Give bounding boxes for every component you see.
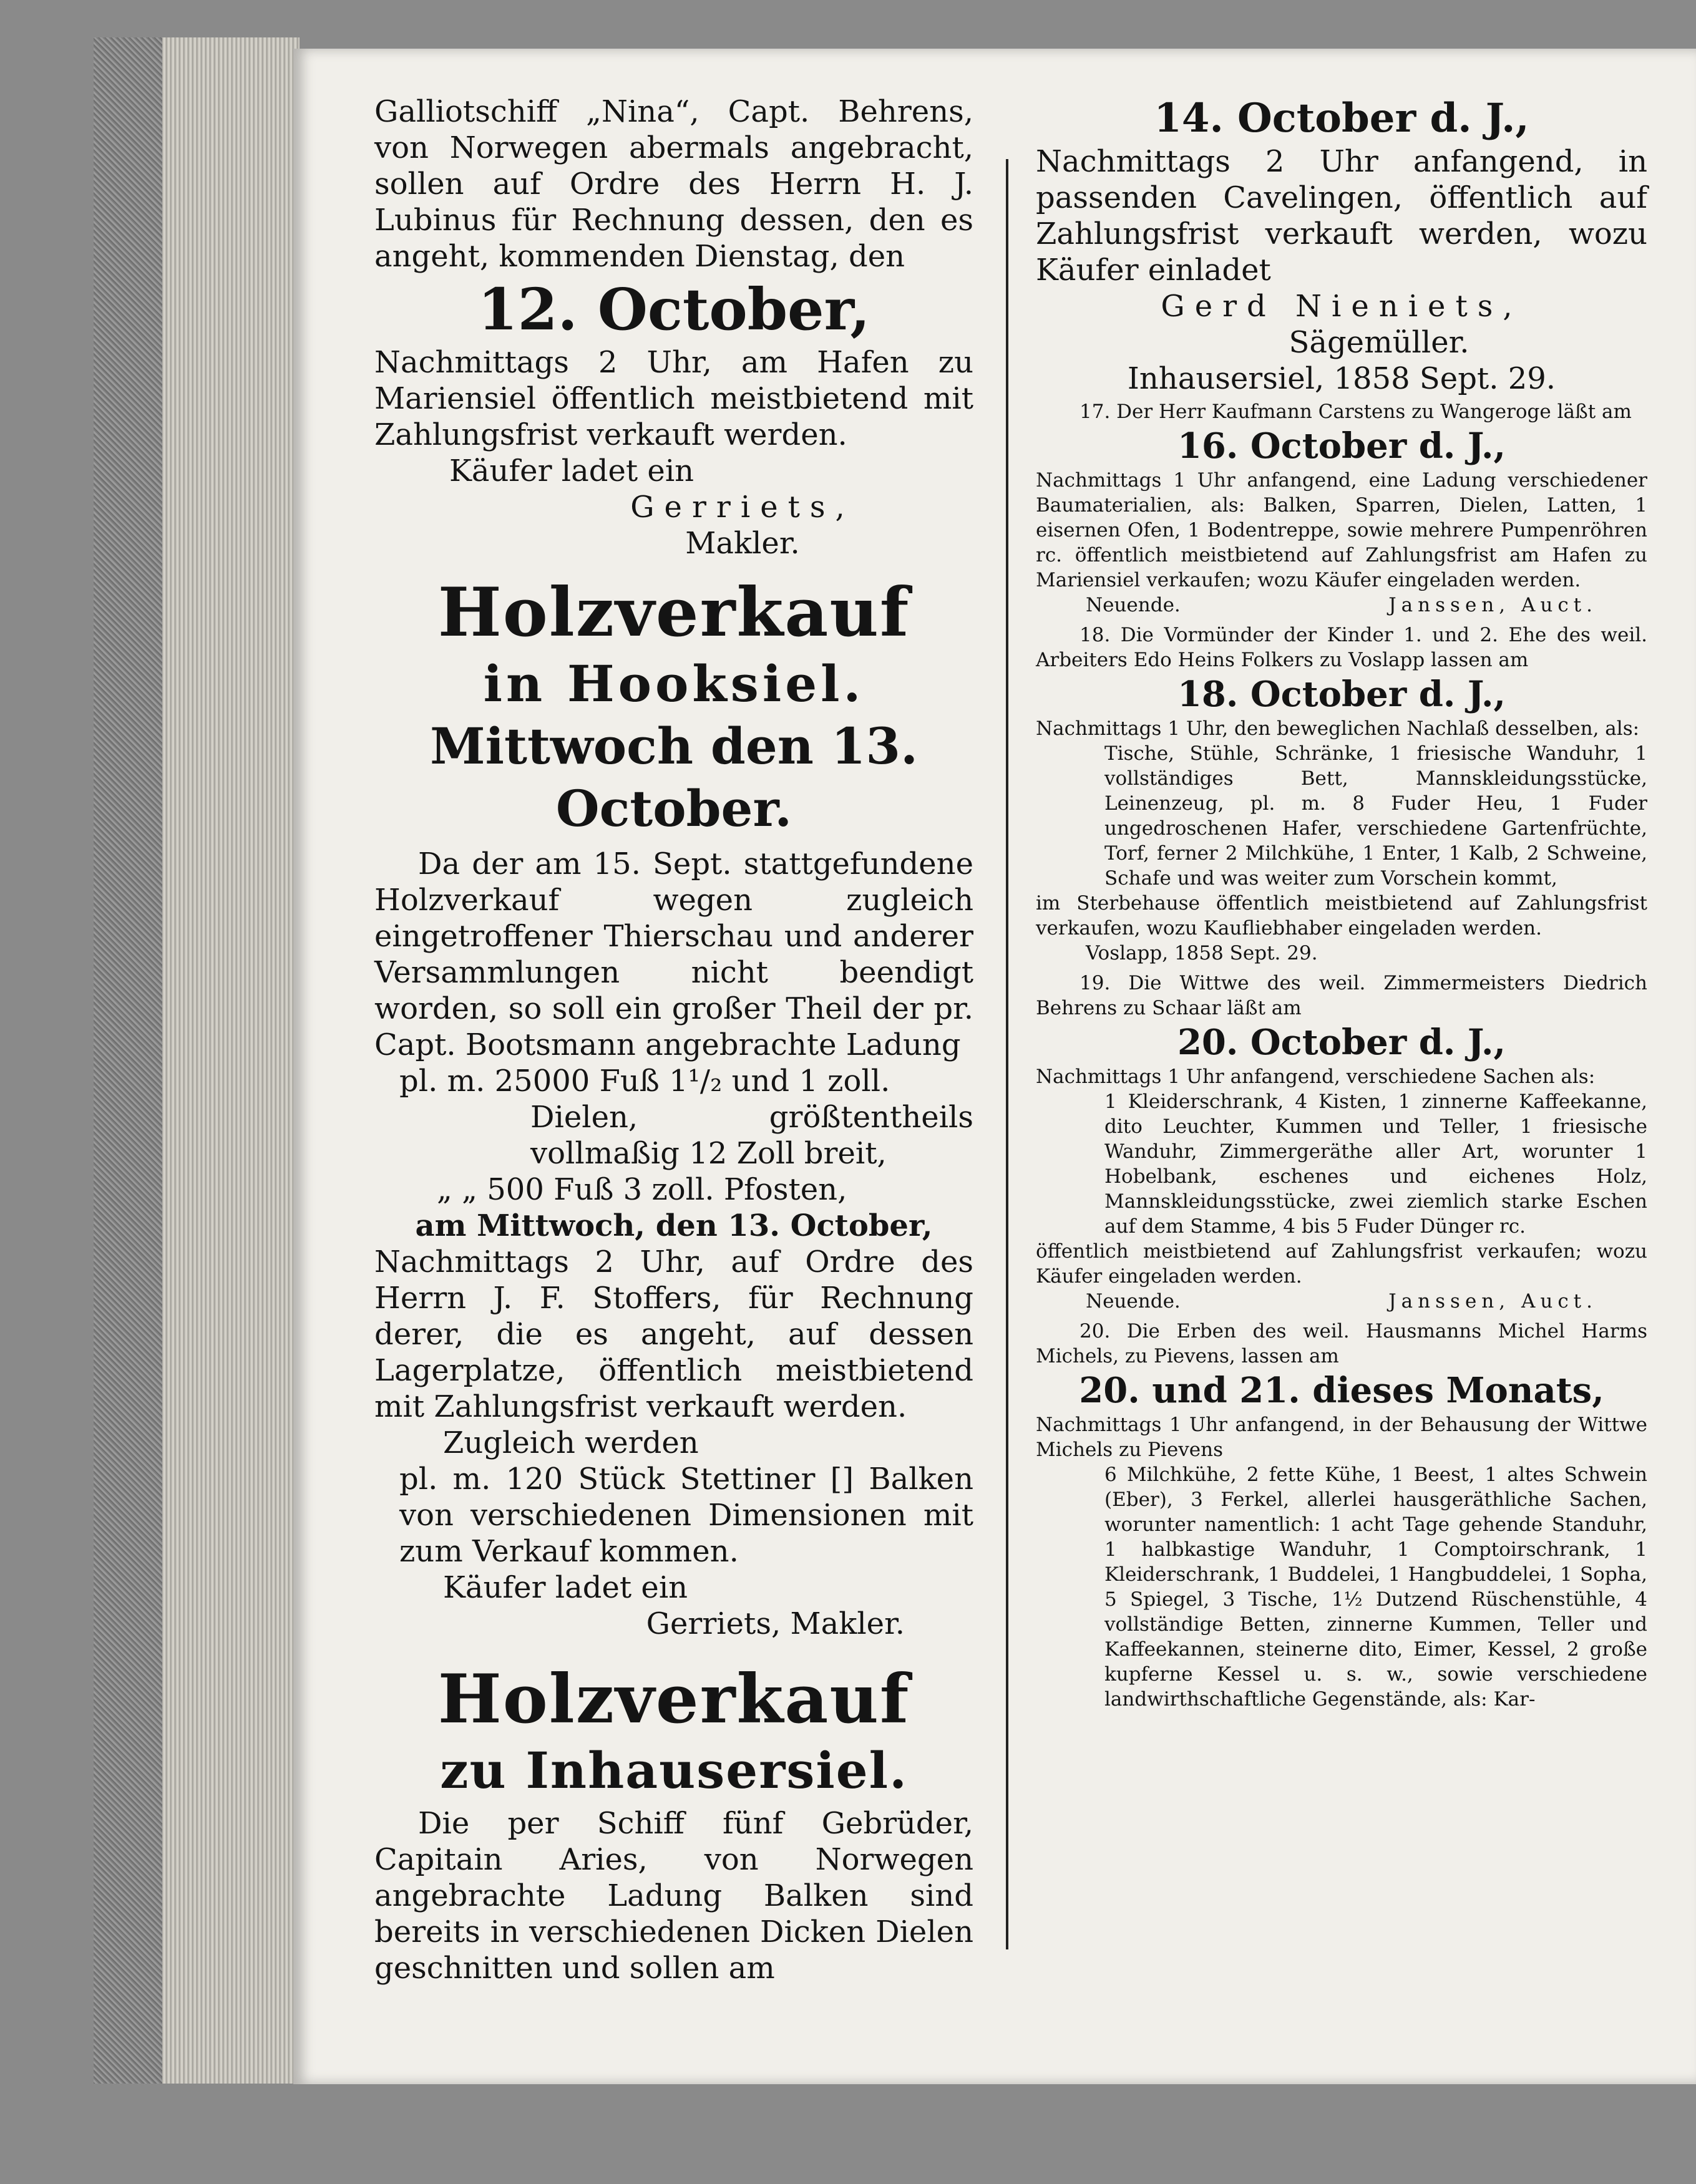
notice-18-date: 18. October d. J., [1177,674,1506,715]
notice-18-place-date: Voslapp, 1858 Sept. 29. [1086,942,1318,964]
notice-19-body-a: Nachmittags 1 Uhr anfangend, verschiedene Sachen als: [1036,1065,1596,1088]
heading-holzverkauf-hooksiel: Holzverkauf [437,573,910,652]
heading-zu-inhausersiel: zu Inhausersiel. [440,1741,908,1800]
notice-nina-time-place: Nachmittags 2 Uhr, am Hafen zu Mariensiel öffentlich meistbietend mit Zahlungsfrist verkauft werden. [374,345,973,452]
notice-18-items: Tische, Stühle, Schränke, 1 friesische Wanduhr, 1 vollständiges Bett, Mannskleidungsstücke, Leinenzeug, pl. m. 8 Fuder Heu, 1 Fuder ungedroschenen Hafer, verschiedene Gartenfrüchte, Torf, ferner 2 Milchkühe, 1 Enter, 1 Kalb, 2 Schweine, Schafe und was weiter zum Vorschein kommt, [1104,742,1647,890]
notice-14-october-place-date: Inhausersiel, 1858 Sept. 29. [1127,361,1556,396]
notice-nina-intro: Galliotschiff „Nina“, Capt. Behrens, von Norwegen abermals angebracht, sollen auf Ordre des Herrn H. J. Lubinus für Rechnung dessen, den es angeht, kommenden Dienstag, den [374,94,973,274]
inhausersiel-body: Die per Schiff fünf Gebrüder, Capitain Aries, von Norwegen angebrachte Ladung Balken sind bereits in verschiedenen Dicken Dielen geschnitten und sollen am [374,1806,973,1986]
notice-14-october-body: Nachmittags 2 Uhr anfangend, in passenden Cavelingen, öffentlich auf Zahlungsfrist verkauft werden, wozu Käufer einladet [1036,144,1647,288]
notice-14-october-signature-name: Gerd Nieniets, [1161,289,1523,324]
notice-17-date: 16. October d. J., [1177,425,1506,467]
heading-in-hooksiel: in Hooksiel. [483,654,865,713]
hooksiel-signature: Gerriets, Makler. [646,1606,905,1641]
notice-18-body-a: Nachmittags 1 Uhr, den beweglichen Nachlaß desselben, als: [1036,717,1640,740]
hooksiel-also-item: pl. m. 120 Stück Stettiner [] Balken von verschiedenen Dimensionen mit zum Verkauf kommen. [399,1462,973,1569]
notice-nina-signature-role: Makler. [685,526,800,561]
hooksiel-when: am Mittwoch, den 13. October, [415,1208,933,1243]
hooksiel-buyers: Käufer ladet ein [443,1570,688,1605]
heading-mittwoch-date: Mittwoch den 13. October. [430,717,918,838]
notice-18-intro: 18. Die Vormünder der Kinder 1. und 2. Ehe des weil. Arbeiters Edo Heins Folkers zu Voslapp lassen am [1036,624,1647,671]
notice-20-body-a: Nachmittags 1 Uhr anfangend, in der Behausung der Wittwe Michels zu Pievens [1036,1414,1647,1461]
hooksiel-body: Da der am 15. Sept. stattgefundene Holzverkauf wegen zugleich eingetroffener Thierschau und anderer Versammlungen nicht beendigt worden, so soll ein großer Theil der pr. Capt. Bootsmann angebrachte Ladung [374,847,973,1062]
notice-20-date: 20. und 21. dieses Monats, [1079,1370,1604,1411]
notice-18-body-c: im Sterbehause öffentlich meistbietend auf Zahlungsfrist verkaufen, wozu Kaufliebhaber eingeladen werden. [1036,892,1647,939]
notice-19-signature [1036,1289,1647,1314]
hooksiel-body-2: Nachmittags 2 Uhr, auf Ordre des Herrn J. F. Stoffers, für Rechnung derer, die es angeht, auf dessen Lagerplatze, öffentlich meistbietend mit Zahlungsfrist verkauft werden. [374,1245,973,1424]
notice-19-place: Neuende. [1086,1290,1181,1313]
right-column [1036,94,1647,1712]
notice-nina-signature-name: Gerriets, [630,490,855,525]
book-cover-edge [94,37,162,2084]
hooksiel-also: Zugleich werden [443,1425,699,1460]
notice-14-october-signature-role: Sägemüller. [1289,325,1469,360]
notice-19-intro: 19. Die Wittwe des weil. Zimmermeisters Diedrich Behrens zu Schaar läßt am [1036,972,1647,1019]
notice-17-auctioneer: Janssen, Auct. [1388,594,1597,616]
notice-17-signature [1036,593,1647,618]
left-column [374,94,973,1986]
hooksiel-item-2: Dielen, größtentheils vollmaßig 12 Zoll breit, [530,1100,973,1171]
hooksiel-item-1: pl. m. 25000 Fuß 1¹/₂ und 1 zoll. [399,1064,890,1099]
notice-17-body: Nachmittags 1 Uhr anfangend, eine Ladung verschiedener Baumaterialien, als: Balken, Sparren, Dielen, Latten, 1 eisernen Ofen, 1 Bodentreppe, sowie mehrere Pumpenröhren rc. öffentlich meistbietend auf Zahlungsfrist am Hafen zu Mariensiel verkaufen; wozu Käufer eingeladen werden. [1036,469,1647,591]
notice-17-place: Neuende. [1086,594,1181,616]
notice-14-october-date: 14. October d. J., [1154,95,1529,142]
notice-19-items: 1 Kleiderschrank, 4 Kisten, 1 zinnerne Kaffeekanne, dito Leuchter, Kummen und Teller, 1 friesische Wanduhr, Zimmergeräthe aller Art, worunter 1 Hobelbank, eschenes und eichenes Holz, Mannskleidungsstücke, zwei ziemlich starke Eschen auf dem Stamme, 4 bis 5 Fuder Dünger rc. [1104,1090,1647,1238]
notice-19-auctioneer: Janssen, Auct. [1388,1290,1597,1313]
notice-nina-date: 12. October, [477,276,870,343]
notice-17-intro: 17. Der Herr Kaufmann Carstens zu Wangeroge läßt am [1079,400,1632,423]
hooksiel-item-3: „ „ 500 Fuß 3 zoll. Pfosten, [437,1172,847,1207]
heading-holzverkauf-inhausersiel: Holzverkauf [437,1660,910,1739]
notice-nina-buyers: Käufer ladet ein [449,454,694,488]
notice-19-date: 20. October d. J., [1177,1022,1506,1063]
notice-20-items: 6 Milchkühe, 2 fette Kühe, 1 Beest, 1 altes Schwein (Eber), 3 Ferkel, allerlei hausgeräthliche Sachen, worunter namentlich: 1 acht Tage gehende Standuhr, 1 halbkastige Wanduhr, 1 Comptoirschrank, 1 Kleiderschrank, 1 Buddelei, 1 Hangbuddelei, 1 Sopha, 5 Spiegel, 3 Tische, 1½ Dutzend Rüschenstühle, 4 vollständige Betten, zinnerne Kummen, Teller und Kaffeekannen, steinerne dito, Eimer, Kessel, 2 große kupferne Kessel u. s. w., sowie verschiedene landwirthschaftliche Gegenstände, als: Kar- [1104,1463,1647,1711]
notice-20-intro: 20. Die Erben des weil. Hausmanns Michel Harms Michels, zu Pievens, lassen am [1036,1320,1647,1367]
notice-19-body-c: öffentlich meistbietend auf Zahlungsfrist verkaufen; wozu Käufer eingeladen werden. [1036,1240,1647,1288]
column-divider [1006,159,1008,1949]
